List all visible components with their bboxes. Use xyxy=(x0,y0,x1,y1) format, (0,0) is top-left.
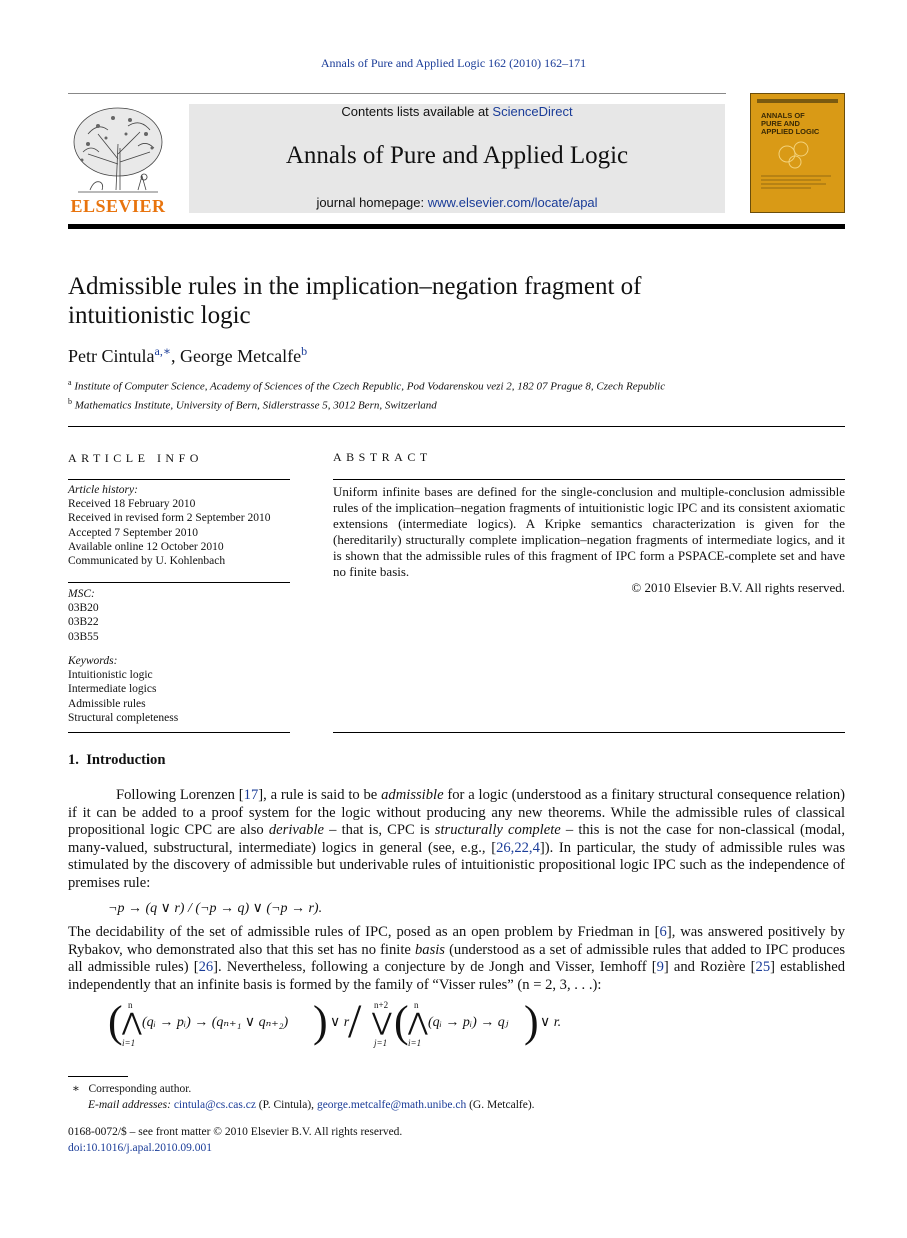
paragraph-2 xyxy=(68,924,845,994)
history-item: Received in revised form 2 September 2010 xyxy=(68,512,271,525)
info-rule xyxy=(68,479,290,480)
citation-link[interactable]: 26 xyxy=(198,959,214,975)
history-item: Accepted 7 September 2010 xyxy=(68,526,198,539)
doi-link[interactable]: doi:10.1016/j.apal.2010.09.001 xyxy=(68,1142,213,1154)
affiliation-mark: a xyxy=(68,378,72,387)
title-line-1: Admissible rules in the implication–negation fragment of xyxy=(68,273,642,300)
keyword: Admissible rules xyxy=(68,697,146,710)
history-item: Available online 12 October 2010 xyxy=(68,540,224,553)
citation-link[interactable]: 6 xyxy=(659,924,667,940)
citation-link[interactable]: 9 xyxy=(656,959,664,975)
section-heading xyxy=(68,752,165,769)
index-bottom: i=1 xyxy=(408,1038,422,1048)
author-name: Petr Cintula xyxy=(68,346,155,366)
footnote-star: ∗ xyxy=(72,1083,80,1095)
homepage-prefix: journal homepage: xyxy=(316,195,428,210)
abstract-rule xyxy=(333,479,845,480)
formula-term: ∨ r. xyxy=(540,1015,562,1030)
text-run: ] and Rozière [ xyxy=(663,959,756,975)
big-wedge: ⋀ xyxy=(122,1010,142,1036)
affiliation-link[interactable]: a,∗ xyxy=(154,344,171,358)
section-title: Introduction xyxy=(86,752,166,768)
contents-line xyxy=(189,104,725,119)
text-run: ], a rule is said to be xyxy=(258,787,382,803)
email-owner: (P. Cintula), xyxy=(258,1099,315,1111)
formula-term: (qᵢ → pᵢ) → (qₙ₊₁ ∨ qₙ₊₂) xyxy=(142,1015,289,1030)
text-run: ]. Nevertheless, following a conjecture by de Jongh and Visser, Iemhoff [ xyxy=(213,959,657,975)
msc-code: 03B22 xyxy=(68,616,99,629)
journal-title: Annals of Pure and Applied Logic xyxy=(285,142,629,169)
copyright: © 2010 Elsevier B.V. All rights reserved. xyxy=(631,580,845,595)
thick-rule xyxy=(68,224,845,229)
contents-prefix: Contents lists available at xyxy=(341,104,493,119)
big-paren-open: ( xyxy=(108,997,123,1046)
abstract-rule xyxy=(333,732,845,733)
text-run: The decidability of the set of admissible rules of IPC, posed as an open problem by Friedman in [ xyxy=(68,924,660,940)
title-line-2: intuitionistic logic xyxy=(68,302,251,329)
elsevier-wordmark: ELSEVIER xyxy=(70,196,166,216)
footnote-corresponding xyxy=(72,1081,191,1097)
section-rule xyxy=(68,426,845,427)
emphasis: derivable xyxy=(268,822,324,838)
journal-banner xyxy=(189,104,725,213)
citation-link[interactable]: 26,22,4 xyxy=(496,839,540,856)
footnote-text: Corresponding author. xyxy=(88,1083,192,1095)
big-paren-open: ( xyxy=(394,997,409,1046)
sciencedirect-link[interactable]: ScienceDirect xyxy=(492,104,573,119)
index-bottom: j=1 xyxy=(374,1038,388,1048)
cover-title: ANNALS OF PURE AND APPLIED LOGIC xyxy=(761,111,820,136)
keyword: Structural completeness xyxy=(68,711,179,724)
formula-independence-of-premises: ¬p → (q ∨ r) / (¬p → q) ∨ (¬p → r). xyxy=(108,901,323,916)
big-paren-close: ) xyxy=(313,997,328,1046)
index-top: n xyxy=(128,1000,133,1010)
text-run: Following Lorenzen [ xyxy=(116,787,244,803)
paragraph-1 xyxy=(68,787,845,892)
text-run: – this is not the case for non-classical (modal, many-valued, substructural, intermediate) logics in general (see, e.g., [ xyxy=(68,822,845,856)
header-rule xyxy=(68,93,726,94)
journal-cover-image xyxy=(750,93,845,213)
emphasis: basis xyxy=(414,941,445,958)
footnote-rule xyxy=(68,1076,128,1077)
running-head[interactable]: Annals of Pure and Applied Logic 162 (2010) 162–171 xyxy=(320,56,587,70)
text-run: (understood as a set of admissible rules that added to IPC produces all admissible rules) [ xyxy=(68,941,845,975)
article-title xyxy=(68,272,768,330)
affiliation-a xyxy=(68,378,665,393)
msc-code: 03B20 xyxy=(68,602,99,615)
text-run: – that is, CPC is xyxy=(324,822,435,838)
text-run: for a logic (understood as a finitary structural consequence relation) if it can be added to a proof system for the logic without producing any new theorems. While the admissible rules of classical propositional logic CPC are also xyxy=(68,787,845,838)
big-vee: ⋁ xyxy=(372,1010,392,1036)
abstract-text: Uniform infinite bases are defined for the single-conclusion and multiple-conclusion admissible rules of the implication–negation fragments of intuitionistic logic IPC and its consistent axiomatic extensions (intermediate logics). A Kripke semantics characterization is given for the (hereditarily) structurally complete implication–negation fragments of intermediate logics, and it is shown that the admissible rules of this fragment of IPC form a PSPACE-complete set and have no finite basis. xyxy=(333,484,845,579)
rule-slash: / xyxy=(348,995,362,1048)
emphasis: structurally complete xyxy=(434,822,561,838)
keyword: Intermediate logics xyxy=(68,683,157,696)
formula-term: (qᵢ → pᵢ) → qⱼ xyxy=(428,1015,509,1030)
text-run: ] established independently that an infinite basis is formed by the family of “Visser rules” (n = 2, 3, . . .): xyxy=(68,959,845,993)
keywords xyxy=(68,654,298,725)
email-link[interactable]: george.metcalfe@math.unibe.ch xyxy=(316,1099,467,1111)
homepage-line xyxy=(189,195,725,210)
affiliation-b xyxy=(68,397,437,412)
homepage-link[interactable]: www.elsevier.com/locate/apal xyxy=(427,195,598,210)
formula-visser-rules xyxy=(108,995,608,1050)
info-rule xyxy=(68,732,290,733)
email-label: E-mail addresses: xyxy=(88,1099,171,1111)
abstract-heading: ABSTRACT xyxy=(333,450,432,464)
msc-codes xyxy=(68,587,298,644)
history-item: Communicated by U. Kohlenbach xyxy=(68,555,226,568)
text-run: ]). In particular, the study of admissible rules was stimulated by the discovery of admissible but underivable rules of intuitionistic propositional logic IPC such as the independence of premises rule: xyxy=(68,839,845,891)
citation-link[interactable]: 25 xyxy=(755,959,771,975)
author-name: George Metcalfe xyxy=(179,346,302,366)
emphasis: admissible xyxy=(381,787,444,803)
history-label: Article history: xyxy=(68,484,138,496)
affiliation-text: Mathematics Institute, University of Bern, Sidlerstrasse 5, 3012 Bern, Switzerland xyxy=(74,399,437,412)
citation-link[interactable]: 17 xyxy=(243,787,259,803)
msc-code: 03B55 xyxy=(68,630,99,643)
affiliation-mark: b xyxy=(68,397,72,406)
email-link[interactable]: cintula@cs.cas.cz xyxy=(173,1099,256,1111)
keywords-label: Keywords: xyxy=(68,655,118,667)
big-paren-close: ) xyxy=(524,997,539,1046)
affiliation-link[interactable]: b xyxy=(301,344,308,358)
big-wedge: ⋀ xyxy=(408,1010,428,1036)
index-bottom: i=1 xyxy=(122,1038,136,1048)
footnote-emails xyxy=(88,1097,535,1113)
text-run: ], was answered positively by Rybakov, who demonstrated also that this set has no finite xyxy=(68,924,845,958)
article-info-heading: ARTICLE INFO xyxy=(68,451,203,465)
index-top: n xyxy=(414,1000,419,1010)
email-owner: (G. Metcalfe). xyxy=(469,1099,535,1111)
section-number: 1. xyxy=(68,752,79,768)
keyword: Intuitionistic logic xyxy=(68,669,153,682)
history-item: Received 18 February 2010 xyxy=(68,498,196,511)
affiliation-text: Institute of Computer Science, Academy of Sciences of the Czech Republic, Pod Vodarenskou vezi 2, 182 07 Prague 8, Czech Republic xyxy=(74,380,666,393)
author-list: Petr Cintula$^{a,∗}$, George Metcalfe$^b$ xyxy=(68,344,308,366)
article-history xyxy=(68,483,298,568)
msc-label: MSC: xyxy=(68,588,95,600)
formula-term: ∨ r xyxy=(330,1015,350,1030)
index-top: n+2 xyxy=(374,1000,389,1010)
issn-line: 0168-0072/$ – see front matter © 2010 Elsevier B.V. All rights reserved. xyxy=(68,1126,403,1138)
info-rule xyxy=(68,582,290,583)
